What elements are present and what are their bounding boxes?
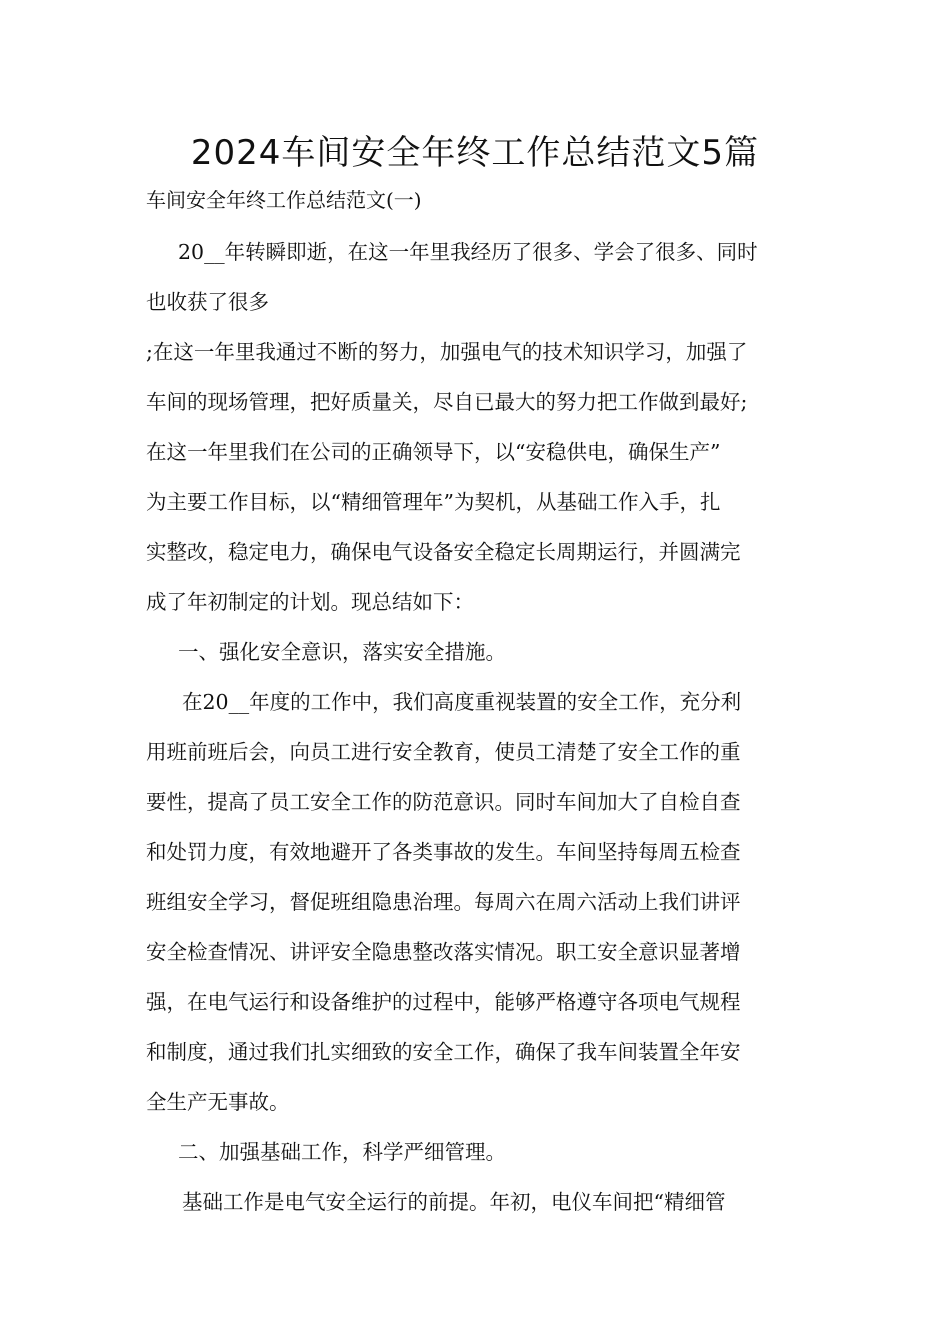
document-subtitle: 车间安全年终工作总结范文(一) <box>146 188 422 212</box>
paragraph-line: 实整改，稳定电力，确保电气设备安全稳定长周期运行，并圆满完 <box>146 540 741 564</box>
paragraph-line: 基础工作是电气安全运行的前提。年初，电仪车间把“精细管 <box>182 1190 726 1214</box>
paragraph-line: 安全检查情况、讲评安全隐患整改落实情况。职工安全意识显著增 <box>146 940 741 964</box>
document-title: 2024车间安全年终工作总结范文5篇 <box>190 133 760 173</box>
paragraph-line: 强，在电气运行和设备维护的过程中，能够严格遵守各项电气规程 <box>146 990 741 1014</box>
paragraph-line: 用班前班后会，向员工进行安全教育，使员工清楚了安全工作的重 <box>146 740 741 764</box>
document-body <box>146 234 806 1234</box>
paragraph-line: 在这一年里我们在公司的正确领导下，以“安稳供电，确保生产” <box>146 440 721 464</box>
section-heading: 二、加强基础工作，科学严细管理。 <box>178 1140 506 1164</box>
paragraph-line: 和制度，通过我们扎实细致的安全工作，确保了我车间装置全年安 <box>146 1040 741 1064</box>
paragraph-line: 全生产无事故。 <box>146 1090 290 1114</box>
paragraph-line: 为主要工作目标，以“精细管理年”为契机，从基础工作入手，扎 <box>146 490 721 514</box>
paragraph-line: 成了年初制定的计划。现总结如下： <box>146 590 474 614</box>
paragraph-line: 也收获了很多 <box>146 290 269 314</box>
section-heading: 一、强化安全意识，落实安全措施。 <box>178 640 506 664</box>
paragraph-line: 和处罚力度，有效地避开了各类事故的发生。车间坚持每周五检查 <box>146 840 741 864</box>
paragraph-line: 在20__年度的工作中，我们高度重视装置的安全工作，充分利 <box>182 690 742 714</box>
paragraph-line: 要性，提高了员工安全工作的防范意识。同时车间加大了自检自查 <box>146 790 741 814</box>
paragraph-line: ;在这一年里我通过不断的努力，加强电气的技术知识学习，加强了 <box>146 340 748 364</box>
paragraph-line: 班组安全学习，督促班组隐患治理。每周六在周六活动上我们讲评 <box>146 890 741 914</box>
paragraph-line: 20__年转瞬即逝，在这一年里我经历了很多、学会了很多、同时 <box>178 240 758 264</box>
paragraph-line: 车间的现场管理，把好质量关，尽自已最大的努力把工作做到最好; <box>146 390 748 414</box>
